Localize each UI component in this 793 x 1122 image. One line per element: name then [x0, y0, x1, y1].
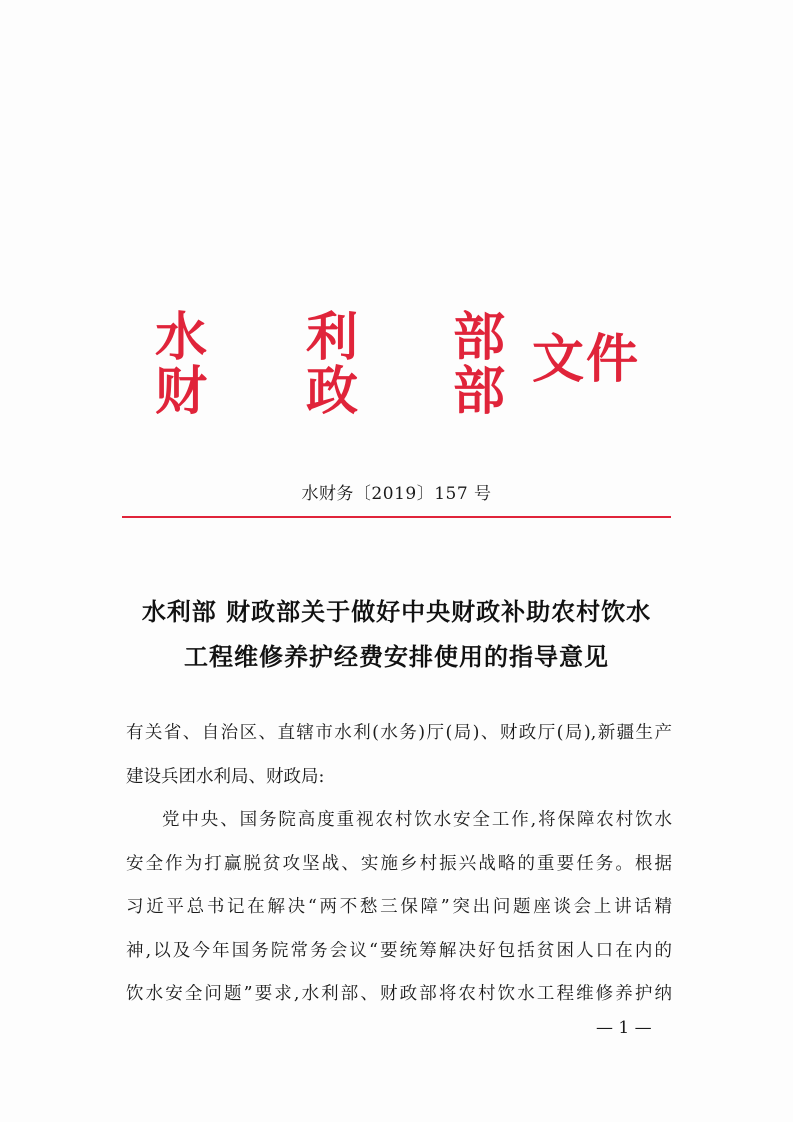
paragraph-line-5: 饮水安全问题”要求,水利部、财政部将农村饮水工程维修养护纳: [126, 984, 672, 1004]
issuer-1-char-3: 部: [453, 307, 506, 368]
issuer-1-char-2: 利: [306, 307, 359, 368]
paragraph-line-2: 安全作为打赢脱贫攻坚战、实施乡村振兴战略的重要任务。根据: [126, 854, 672, 874]
document-title-line-1: 水利部 财政部关于做好中央财政补助农村饮水: [141, 598, 652, 626]
addressee-line-1: 有关省、自治区、直辖市水利(水务)厅(局)、财政厅(局),新疆生产: [126, 723, 672, 743]
issuer-1-char-1: 水: [155, 307, 208, 368]
document-number: 水财务〔2019〕157 号: [301, 484, 492, 504]
issuer-2-char-1: 财: [155, 361, 208, 422]
paragraph-line-4: 神,以及今年国务院常务会议“要统筹解决好包括贫困人口在内的: [126, 941, 672, 961]
addressee-line-2: 建设兵团水利局、财政局:: [126, 767, 325, 787]
page-number: — 1 —: [596, 1018, 652, 1038]
paragraph-line-1: 党中央、国务院高度重视农村饮水安全工作,将保障农村饮水: [162, 810, 672, 830]
issuer-2-char-3: 部: [453, 361, 506, 422]
paragraph-line-3: 习近平总书记在解决“两不愁三保障”突出问题座谈会上讲话精: [126, 897, 672, 917]
document-suffix: 文件: [532, 329, 641, 390]
issuer-2-char-2: 政: [306, 361, 359, 422]
document-title-line-2: 工程维修养护经费安排使用的指导意见: [184, 643, 609, 671]
red-divider: [122, 516, 671, 518]
